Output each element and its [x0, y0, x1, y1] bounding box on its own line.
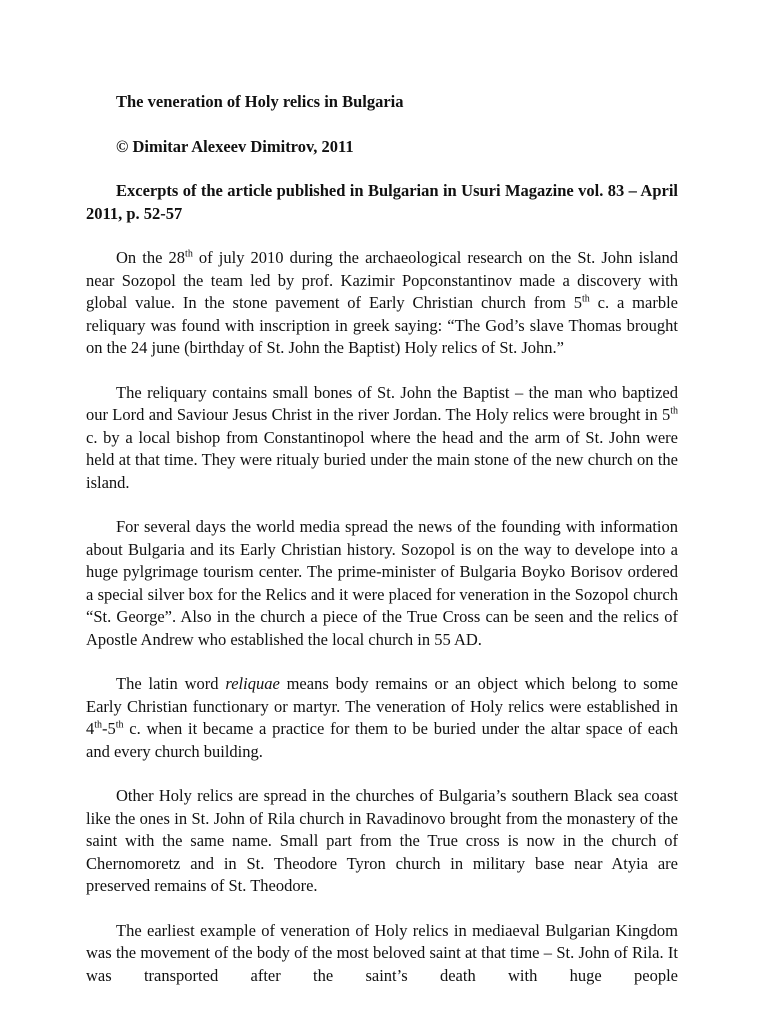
superscript: th: [115, 719, 124, 731]
paragraph-4-text-a: The latin word: [116, 674, 226, 693]
paragraph-4: [86, 673, 678, 763]
paragraph-1: [86, 247, 678, 360]
latin-term: reliquae: [225, 674, 280, 693]
spacer: [86, 360, 678, 382]
document-title: The veneration of Holy relics in Bulgaria: [116, 92, 404, 111]
paragraph-4-text-d: c. when it became a practice for them to be buried under the altar space of each and every church building.: [86, 719, 678, 761]
author-line: © Dimitar Alexeev Dimitrov, 2011: [116, 136, 354, 156]
spacer: [86, 225, 678, 247]
paragraph-1-text-c: c. a marble reliquary was found with inscription in greek saying: “The God’s slave Thomas brought on the 24 june (birthday of St. John the Baptist) Holy relics of St. John.”: [86, 293, 678, 357]
superscript: th: [581, 293, 590, 305]
excerpt-note: Excerpts of the article published in Bulgarian in Usuri Magazine vol. 83 – April 2011, p. 52-57: [86, 181, 678, 223]
spacer: [86, 898, 678, 920]
spacer: [86, 494, 678, 516]
spacer: [86, 114, 678, 136]
spacer: [86, 158, 678, 180]
superscript: th: [94, 719, 103, 731]
paragraph-2-text-b: c. by a local bishop from Constantinopol where the head and the arm of St. John were held at that time. They were ritualy buried under the main stone of the new church on the island.: [86, 427, 678, 492]
paragraph-4-text-c: -5: [102, 719, 116, 738]
spacer: [86, 763, 678, 785]
superscript: th: [670, 405, 678, 417]
superscript: th: [185, 248, 193, 260]
paragraph-4-text-b: means body remains or an object which belong to some Early Christian functionary or martyr. The veneration of Holy relics were established in 4: [86, 674, 678, 738]
document-body: [86, 91, 678, 987]
paragraph-3: For several days the world media spread the news of the founding with information about Bulgaria and its Early Christian history. Sozopol is on the way to develope into a huge pylgrimage tourism center. The prime-minister of Bulgaria Boyko Borisov ordered a special silver box for the Relics and it were placed for veneration in the Sozopol church “St. George”. Also in the church a piece of the True Cross can be seen and the relics of Apostle Andrew who established the local church in 55 AD.: [86, 517, 678, 649]
spacer: [86, 651, 678, 673]
paragraph-2-text-a: The reliquary contains small bones of St. John the Baptist – the man who baptized our Lord and Saviour Jesus Christ in the river Jordan. The Holy relics were brought in 5: [86, 382, 678, 424]
paragraph-5: Other Holy relics are spread in the churches of Bulgaria’s southern Black sea coast like the ones in St. John of Rila church in Ravadinovo brought from the monastery of the saint with the same name. Small part from the True cross is now in the church of Chernomoretz and in St. Theodore Tyron church in military base near Atyia are preserved remains of St. Theodore.: [86, 786, 678, 895]
paragraph-1-text-b: of july 2010 during the archaeological research on the St. John island near Sozopol the team led by prof. Kazimir Popconstantinov made a discovery with global value. In the stone pavement of Early Christian church from 5: [86, 248, 679, 312]
paragraph-1-text-a: On the 28: [116, 248, 186, 267]
paragraph-2: [86, 382, 678, 495]
paragraph-6: The earliest example of veneration of Holy relics in mediaeval Bulgarian Kingdom was the movement of the body of the most beloved saint at that time – St. John of Rila. It was transported after the saint’s death with huge people: [86, 920, 678, 985]
